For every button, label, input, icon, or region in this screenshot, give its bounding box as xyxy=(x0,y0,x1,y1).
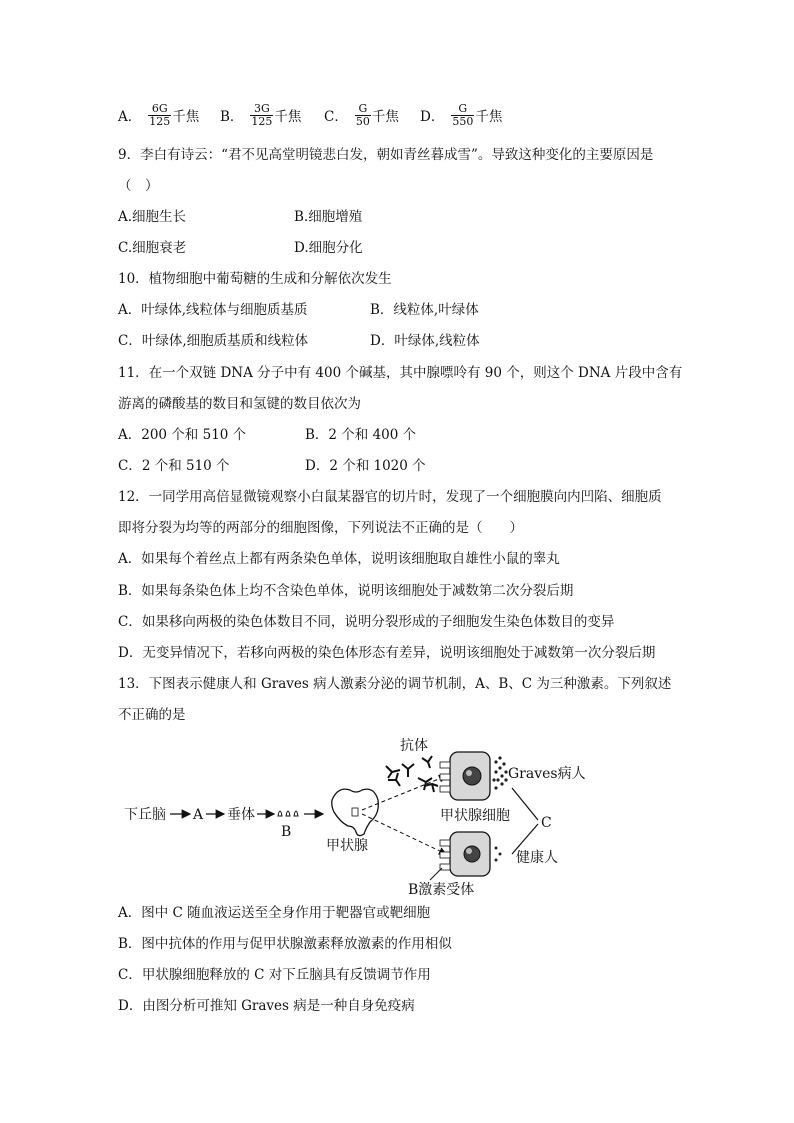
antibody-shapes xyxy=(386,756,438,792)
hormone-regulation-diagram xyxy=(118,728,598,898)
hormone-a-label: A xyxy=(193,807,204,823)
q13-stem-line1: 13．下图表示健康人和 Graves 病人激素分泌的调节机制，A、B、C 为三种激素。下列叙述 xyxy=(118,676,672,692)
q12-stem-line2: 即将分裂为均等的两部分的细胞图像，下列说法不正确的是（ ） xyxy=(118,520,523,536)
q11-stem-line2: 游离的磷酸基的数目和氢键的数目依次为 xyxy=(118,396,361,412)
q8-option-a: A． $\frac{6G}{125}$ 千焦 xyxy=(118,101,200,128)
hormone-c-label: C xyxy=(541,815,552,831)
q13-option-b: B．图中抗体的作用与促甲状腺激素释放激素的作用相似 xyxy=(118,936,452,952)
graves-patient-label: Graves病人 xyxy=(508,766,586,782)
graves-thyroid-cell xyxy=(440,752,508,800)
q10-stem: 10．植物细胞中葡萄糖的生成和分解依次发生 xyxy=(118,271,392,287)
thyroid-label: 甲状腺 xyxy=(326,838,368,854)
q10-option-d: D．叶绿体,线粒体 xyxy=(370,333,480,349)
fraction: $\frac{G}{550}$ xyxy=(452,101,474,128)
antibody-label: 抗体 xyxy=(400,738,428,754)
healthy-thyroid-cell xyxy=(440,832,502,876)
hormone-b-label: B xyxy=(281,824,292,840)
q13-option-a: A．图中 C 随血液运送至全身作用于靶器官或靶细胞 xyxy=(118,905,431,921)
q12-option-c: C．如果移向两极的染色体数目不同，说明分裂形成的子细胞发生染色体数目的变异 xyxy=(118,614,615,630)
q10-option-b: B．线粒体,叶绿体 xyxy=(370,302,479,318)
q13-option-d: D．由图分析可推知 Graves 病是一种自身免疫病 xyxy=(118,998,415,1014)
q9-stem: 9．李白有诗云：“君不见高堂明镜悲白发，朝如青丝暮成雪”。导致这种变化的主要原因是 xyxy=(118,147,654,163)
q8-option-c: C． $\frac{G}{50}$ 千焦 xyxy=(324,101,399,128)
q10-option-a: A．叶绿体,线粒体与细胞质基质 xyxy=(118,302,308,318)
q12-option-d: D．无变异情况下，若移向两极的染色体形态有差异，说明该细胞处于减数第一次分裂后期 xyxy=(118,645,656,661)
q13-option-c: C．甲状腺细胞释放的 C 对下丘脑具有反馈调节作用 xyxy=(118,967,431,983)
hormone-b-molecules xyxy=(278,811,298,816)
q11-option-d: D．2 个和 1020 个 xyxy=(305,458,426,474)
thyroid-gland-shape xyxy=(332,789,379,835)
fraction: $\frac{G}{50}$ xyxy=(355,101,370,128)
q9-option-c: C.细胞衰老 xyxy=(118,240,187,256)
q11-option-a: A．200 个和 510 个 xyxy=(118,427,247,443)
q9-option-d: D.细胞分化 xyxy=(294,240,363,256)
q11-option-b: B．2 个和 400 个 xyxy=(305,427,417,443)
q12-option-a: A．如果每个着丝点上都有两条染色单体，说明该细胞取自雄性小鼠的睾丸 xyxy=(118,551,560,567)
q9-option-b: B.细胞增殖 xyxy=(294,209,363,225)
fraction: $\frac{6G}{125}$ xyxy=(149,101,171,128)
fraction: $\frac{3G}{125}$ xyxy=(251,101,273,128)
b-receptor-label: B激素受体 xyxy=(408,882,475,898)
q9-option-a: A.细胞生长 xyxy=(118,209,187,225)
q12-option-b: B．如果每条染色体上均不含染色单体，说明该细胞处于减数第二次分裂后期 xyxy=(118,583,574,599)
q12-stem-line1: 12．一同学用高倍显微镜观察小白鼠某器官的切片时，发现了一个细胞膜向内凹陷、细胞质 xyxy=(118,489,662,505)
healthy-label: 健康人 xyxy=(516,850,558,866)
hypothalamus-label: 下丘脑 xyxy=(124,807,166,823)
q11-option-c: C．2 个和 510 个 xyxy=(118,458,230,474)
q13-stem-line2: 不正确的是 xyxy=(118,707,186,723)
q9-bracket: （ ） xyxy=(118,178,159,194)
q8-option-d: D． $\frac{G}{550}$ 千焦 xyxy=(420,101,503,128)
pituitary-label: 垂体 xyxy=(227,807,255,823)
q8-option-b: B． $\frac{3G}{125}$ 千焦 xyxy=(220,101,302,128)
thyroid-cell-label: 甲状腺细胞 xyxy=(440,808,510,824)
q10-option-c: C．叶绿体,细胞质基质和线粒体 xyxy=(118,333,309,349)
q11-stem-line1: 11．在一个双链 DNA 分子中有 400 个碱基，其中腺嘌呤有 90 个，则这个 DNA 片段中含有 xyxy=(118,365,683,381)
